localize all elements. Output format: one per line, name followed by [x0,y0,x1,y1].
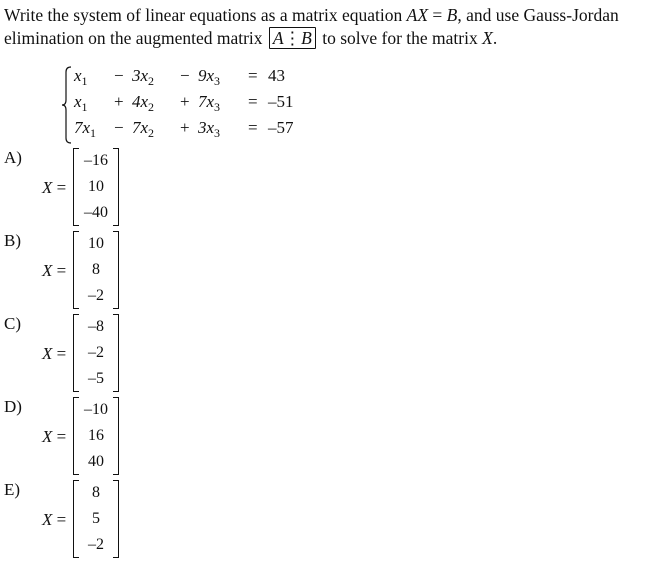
choice-letter: A) [4,148,22,167]
column-matrix [73,148,119,226]
x-variable: X [42,427,53,446]
term-2: $3x_2$ [132,66,155,88]
matrix-entry-2: 10 [88,178,104,195]
term-1: $7x_1$ [74,118,97,140]
question-equals: = [428,5,447,25]
matrix-right-bracket [113,397,119,475]
x-equals [42,261,66,281]
aug-b: B [301,28,312,48]
question-ax: AX [406,5,429,25]
matrix-right-bracket [113,314,119,392]
question-line2-start: elimination on the augmented matrix [4,28,267,48]
term-2: $4x_2$ [132,92,155,114]
operator-2: − [180,66,190,85]
matrix-entry-3: –40 [84,204,108,221]
matrix-entry-1: –16 [84,152,108,169]
question-text [4,4,649,50]
matrix-entry-2: 16 [88,427,104,444]
matrix-entry-3: 40 [88,453,104,470]
matrix-entry-2: 8 [92,261,100,278]
x-equals [42,178,66,198]
choice-letter: B) [4,231,21,250]
term-1: $x_1$ [74,92,88,114]
x-variable: X [42,261,53,280]
left-brace [62,66,72,144]
question-line2-mid: to solve for the matrix [317,28,483,48]
matrix-entry-1: –8 [88,318,104,335]
equals-sign: = [56,344,67,363]
x-equals [42,344,66,364]
choice-letter: C) [4,314,21,333]
equals-sign: = [56,178,67,197]
constant-term: 43 [268,66,285,85]
matrix-entry-2: 5 [92,510,100,527]
equals-sign: = [56,510,67,529]
column-matrix [73,231,119,309]
column-matrix [73,397,119,475]
term-3: $7x_3$ [198,92,221,114]
term-1: $x_1$ [74,66,88,88]
matrix-entry-3: –5 [88,370,104,387]
operator-1: + [114,92,124,111]
aug-separator: ⋮ [283,28,302,48]
question-x: X [482,28,493,48]
matrix-right-bracket [113,148,119,226]
x-equals [42,510,66,530]
x-variable: X [42,178,53,197]
operator-2: + [180,118,190,137]
choice-letter: D) [4,397,22,416]
equals-sign: = [248,92,258,111]
question-line1-start: Write the system of linear equations as a matrix equation [4,5,407,25]
augmented-matrix-notation [269,27,316,49]
matrix-entry-3: –2 [88,287,104,304]
matrix-entry-1: 8 [92,484,100,501]
operator-2: + [180,92,190,111]
matrix-entry-1: –10 [84,401,108,418]
term-3: $9x_3$ [198,66,221,88]
aug-a: A [272,28,284,48]
equals-sign: = [248,66,258,85]
equation-system [62,66,322,146]
term-3: $3x_3$ [198,118,221,140]
matrix-entry-3: –2 [88,536,104,553]
choice-letter: E) [4,480,21,499]
term-2: $7x_2$ [132,118,155,140]
x-variable: X [42,510,53,529]
equals-sign: = [248,118,258,137]
constant-term: –57 [268,118,294,137]
column-matrix [73,314,119,392]
matrix-entry-1: 10 [88,235,104,252]
equals-sign: = [56,261,67,280]
x-equals [42,427,66,447]
column-matrix [73,480,119,558]
equals-sign: = [56,427,67,446]
constant-term: –51 [268,92,294,111]
matrix-right-bracket [113,480,119,558]
operator-1: − [114,66,124,85]
question-period: . [492,28,498,48]
matrix-right-bracket [113,231,119,309]
operator-1: − [114,118,124,137]
x-variable: X [42,344,53,363]
matrix-entry-2: –2 [88,344,104,361]
question-b: B [446,5,458,25]
question-line1-end: , and use Gauss-Jordan [457,5,619,25]
